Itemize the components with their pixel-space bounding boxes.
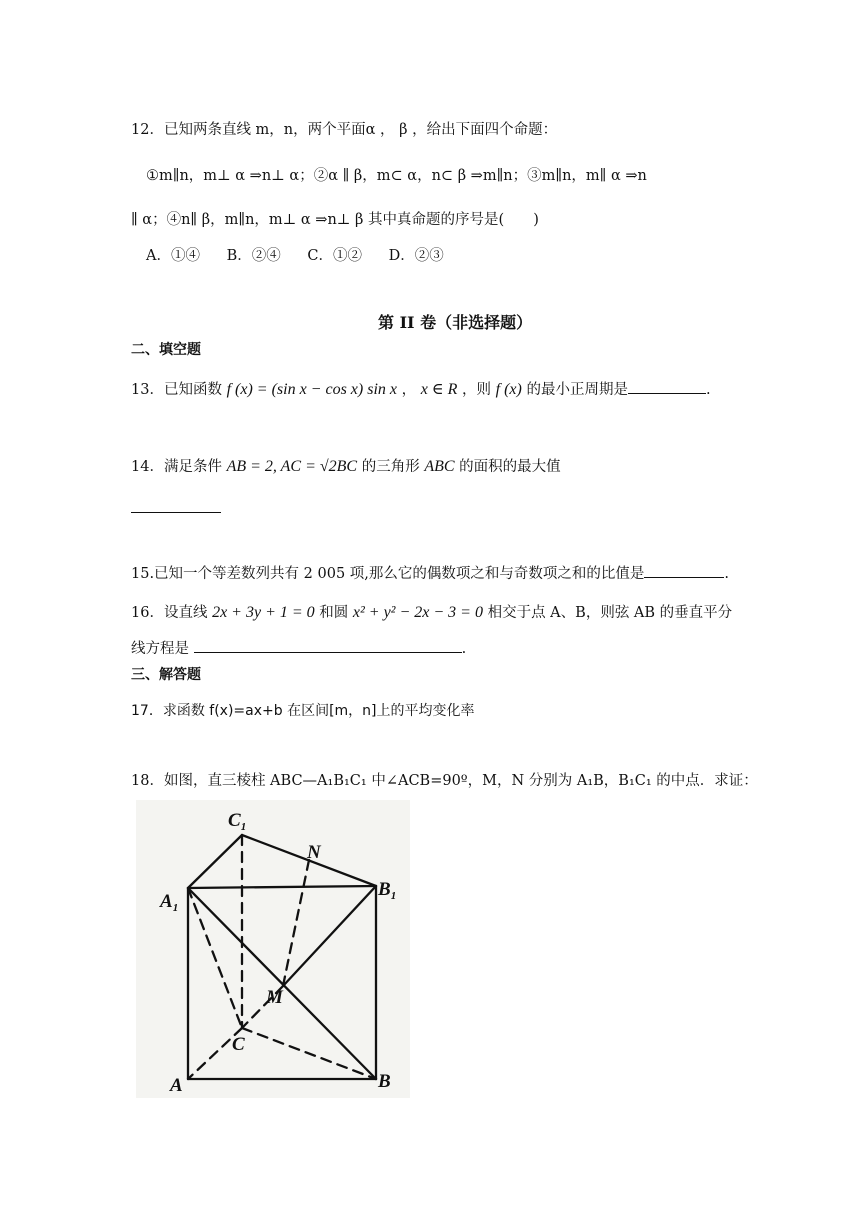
label-a1: $A_1$	[160, 891, 179, 914]
q14-mid: 的三角形	[361, 459, 420, 475]
q12-line3: ∥ α；④n∥ β，m∥n，m⊥ α ⇒n⊥ β 其中真命题的序号是( )	[131, 212, 539, 228]
q16-line-eq: 2x + 3y + 1 = 0	[212, 604, 315, 621]
q16	[131, 601, 732, 622]
prism-figure	[136, 800, 410, 1098]
q14-answer-blank[interactable]	[131, 500, 221, 513]
q16-mid: 和圆	[319, 605, 349, 621]
q15-answer-blank[interactable]	[644, 563, 724, 578]
q15-end: .	[724, 566, 730, 582]
label-c1: $C_1$	[228, 810, 247, 833]
q12-stem: 12．已知两条直线 m，n，两个平面α ， β ，给出下面四个命题：	[131, 122, 558, 138]
label-n: N	[307, 842, 321, 863]
q13-fx: f (x)	[495, 381, 522, 398]
q16-answer-blank[interactable]	[194, 638, 462, 653]
q16-suffix: 相交于点 A、B，则弦 AB 的垂直平分	[487, 605, 733, 621]
edge-a1-c	[188, 888, 242, 1028]
label-m: M	[266, 987, 283, 1008]
q12-option-b: B．②④	[226, 248, 281, 264]
q14	[131, 455, 561, 476]
section-solve: 三、解答题	[131, 667, 201, 683]
label-c: C	[232, 1034, 245, 1055]
q16-line2-text: 线方程是	[131, 641, 189, 657]
q13-answer-blank[interactable]	[628, 379, 706, 394]
edge-c-b	[242, 1028, 376, 1079]
part2-title: 第 II 卷（非选择题）	[378, 313, 533, 332]
edge-b1-m	[283, 886, 376, 986]
q13: 13．已知函数 f (x) = (sin x − cos x) sin x ， x ∈ R ，则 f (x) 的最小正周期是 .	[131, 381, 711, 398]
q14-formula: AB = 2, AC = √2BC	[226, 458, 358, 475]
edge-a1-c1	[188, 835, 242, 888]
q13-formula: f (x) = (sin x − cos x) sin x	[226, 381, 397, 398]
q16-line2	[131, 637, 466, 658]
edge-n-m	[283, 860, 309, 986]
q14-suffix: 的面积的最大值	[459, 459, 561, 475]
q16-prefix: 16．设直线	[131, 605, 208, 621]
q14-prefix: 14．满足条件	[131, 459, 222, 475]
label-b1: $B_1$	[378, 879, 397, 902]
q13-domain: x ∈ R	[420, 381, 458, 398]
q12-option-a: A．①④	[146, 248, 200, 264]
q16-end: .	[461, 641, 467, 657]
q16-circle-eq: x² + y² − 2x − 3 = 0	[352, 604, 483, 621]
q12-line2: ①m∥n，m⊥ α ⇒n⊥ α；②α ∥ β，m⊂ α，n⊂ β ⇒m∥n；③m∥n，m∥ α ⇒n	[146, 168, 647, 184]
q17: 17．求函数 f(x)=ax+b 在区间[m，n]上的平均变化率	[131, 703, 475, 719]
q13-end: .	[705, 382, 711, 398]
label-a: A	[170, 1075, 183, 1096]
section-fill-in: 二、填空题	[131, 342, 201, 358]
prism-diagram	[136, 800, 410, 1098]
q12-option-d: D．②③	[388, 248, 444, 264]
q15	[131, 562, 729, 583]
q13-mid: ，则	[462, 382, 492, 398]
q12-options	[146, 244, 466, 265]
q12-option-c: C．①②	[307, 248, 362, 264]
q13-prefix: 13．已知函数	[131, 382, 222, 398]
label-b: B	[378, 1071, 391, 1092]
q13-suffix: 的最小正周期是	[526, 382, 628, 398]
edge-a1-b1	[188, 886, 376, 888]
q18: 18．如图，直三棱柱 ABC—A₁B₁C₁ 中∠ACB=90º，M，N 分别为 A₁B，B₁C₁ 的中点．求证：	[131, 773, 758, 789]
q14-abc: ABC	[424, 458, 455, 475]
q15-text: 15.已知一个等差数列共有 2 005 项,那么它的偶数项之和与奇数项之和的比值是	[131, 566, 645, 582]
